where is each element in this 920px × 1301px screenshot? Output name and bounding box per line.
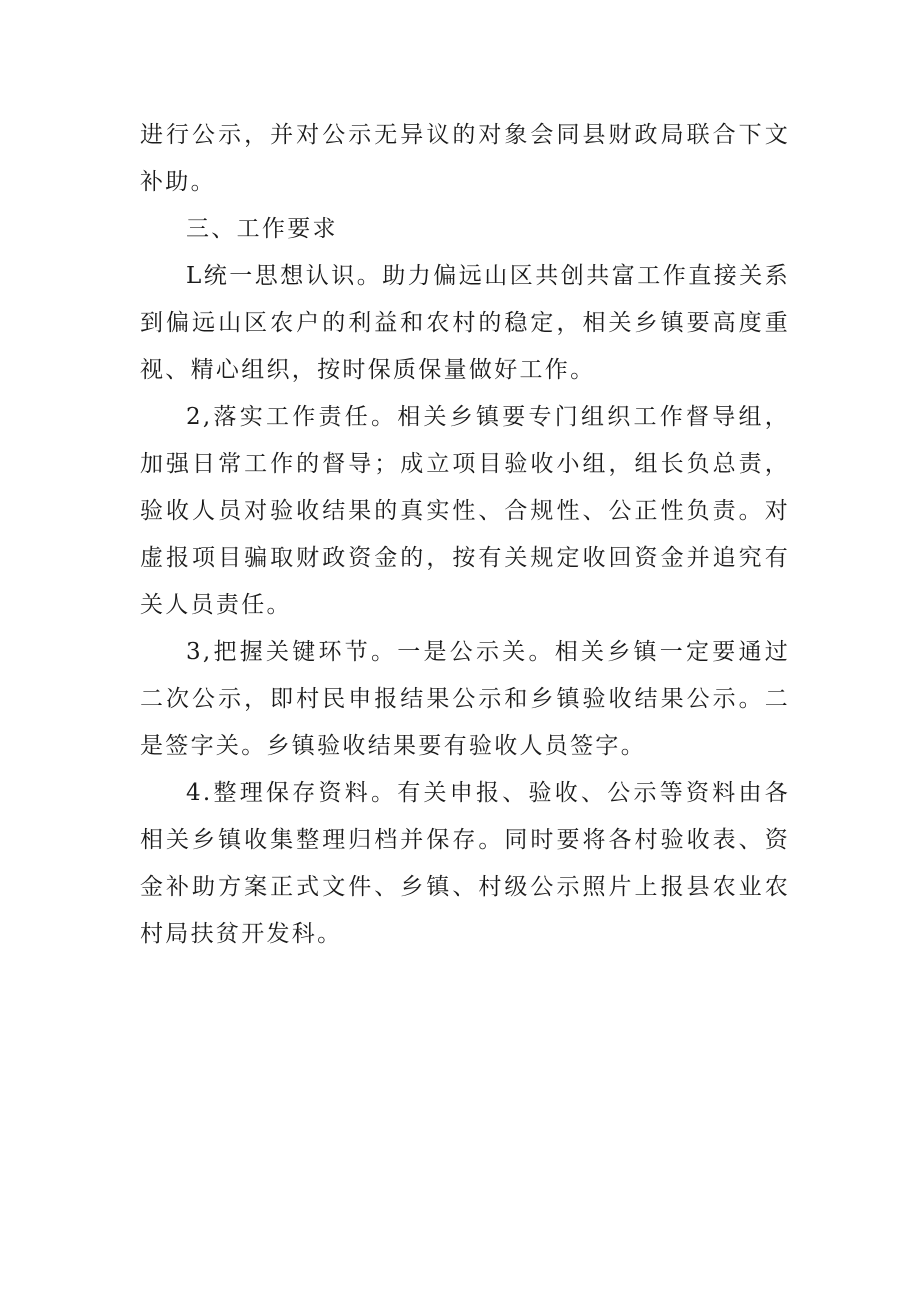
paragraph-item-2-work-responsibility: 2,落实工作责任。相关乡镇要专门组织工作督导组，加强日常工作的督导；成立项目验收小组，组长负总责，验收人员对验收结果的真实性、合规性、公正性负责。对虚报项目骗取财政资金的，按有关规定收回资金并追究有关人员责任。 (140, 404, 790, 618)
paragraph-continuation: 进行公示，并对公示无异议的对象会同县财政局联合下文补助。 (140, 122, 790, 195)
section-heading-work-requirements: 三、工作要求 (186, 216, 338, 242)
paragraph-item-3-key-links: 3,把握关键环节。一是公示关。相关乡镇一定要通过二次公示，即村民申报结果公示和乡镇验收结果公示。二是签字关。乡镇验收结果要有验收人员签字。 (140, 639, 790, 759)
paragraph-item-4-archive-materials: 4.整理保存资料。有关申报、验收、公示等资料由各相关乡镇收集整理归档并保存。同时要将各村验收表、资金补助方案正式文件、乡镇、村级公示照片上报县农业农村局扶贫开发科。 (140, 780, 790, 947)
paragraph-item-1-unify-thinking: L统一思想认识。助力偏远山区共创共富工作直接关系到偏远山区农户的利益和农村的稳定，相关乡镇要高度重视、精心组织，按时保质保量做好工作。 (140, 263, 790, 383)
document-body (140, 112, 790, 958)
